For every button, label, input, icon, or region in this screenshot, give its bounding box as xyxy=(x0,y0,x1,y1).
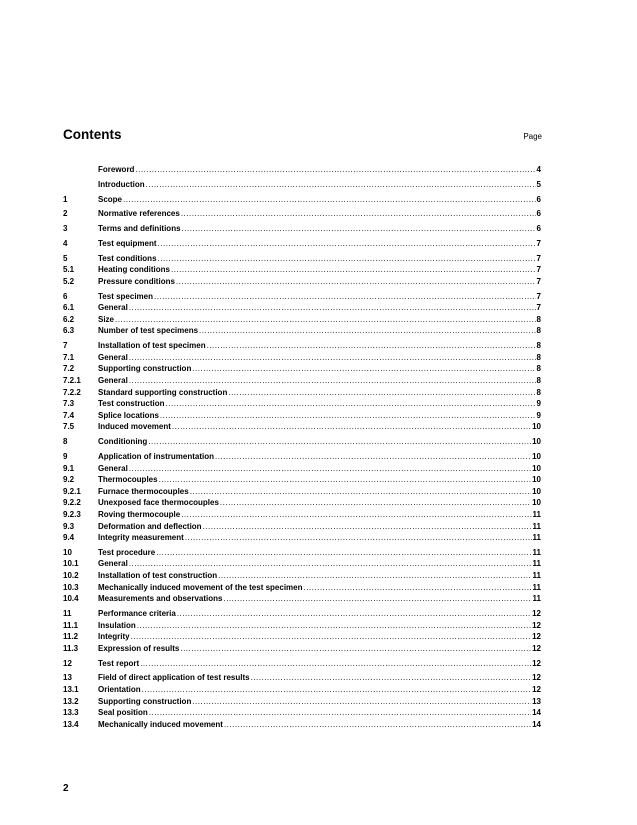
toc-dot-leader xyxy=(180,643,531,655)
toc-entry[interactable] xyxy=(63,451,541,463)
toc-entry[interactable] xyxy=(63,302,541,314)
toc-dot-leader xyxy=(149,707,531,719)
toc-entry-title: Size xyxy=(98,314,115,324)
toc-dot-leader xyxy=(176,276,536,288)
toc-dot-leader xyxy=(159,474,532,486)
toc-entry[interactable] xyxy=(63,547,541,559)
toc-entry-page: 11 xyxy=(532,521,541,531)
toc-entry[interactable] xyxy=(63,352,541,364)
toc-dot-leader xyxy=(182,223,536,235)
toc-entry-number: 6.1 xyxy=(63,303,75,313)
toc-dot-leader xyxy=(131,631,532,643)
toc-entry[interactable] xyxy=(63,719,541,731)
toc-dot-leader xyxy=(154,291,536,303)
toc-entry-title: Measurements and observations xyxy=(98,594,223,604)
toc-entry-title: Test construction xyxy=(98,399,165,409)
toc-entry[interactable] xyxy=(63,387,541,399)
toc-entry-number: 8 xyxy=(63,437,68,447)
toc-entry-number: 13.3 xyxy=(63,708,79,718)
toc-entry[interactable] xyxy=(63,521,541,533)
toc-entry-page: 8 xyxy=(536,387,541,397)
toc-entry-title: Introduction xyxy=(98,179,145,189)
toc-entry-title: Mechanically induced movement xyxy=(98,719,223,729)
toc-entry-number: 7.5 xyxy=(63,422,75,432)
toc-entry-number: 9 xyxy=(63,451,68,461)
toc-entry-number: 10.3 xyxy=(63,582,79,592)
toc-entry-page: 11 xyxy=(532,547,541,557)
toc-entry-number: 9.1 xyxy=(63,463,75,473)
page-title: Contents xyxy=(63,127,122,142)
toc-entry[interactable] xyxy=(63,264,541,276)
toc-entry-number: 11 xyxy=(63,609,72,619)
toc-entry-page: 6 xyxy=(536,194,541,204)
toc-dot-leader xyxy=(190,486,531,498)
toc-dot-leader xyxy=(203,521,532,533)
toc-entry-title: Unexposed face thermocouples xyxy=(98,498,219,508)
toc-entry-page: 12 xyxy=(532,658,541,668)
table-of-contents xyxy=(63,164,541,730)
toc-entry[interactable] xyxy=(63,570,541,582)
toc-entry-page: 10 xyxy=(532,463,541,473)
toc-entry-title: Heating conditions xyxy=(98,265,170,275)
toc-entry[interactable] xyxy=(63,410,541,422)
toc-entry-title: Seal position xyxy=(98,708,148,718)
toc-entry-page: 12 xyxy=(532,673,541,683)
toc-entry[interactable] xyxy=(63,486,541,498)
toc-dot-leader xyxy=(142,684,531,696)
toc-dot-leader xyxy=(181,509,531,521)
toc-entry[interactable] xyxy=(63,509,541,521)
toc-entry-page: 13 xyxy=(532,696,541,706)
toc-entry-title: General xyxy=(98,559,128,569)
toc-entry-page: 10 xyxy=(532,422,541,432)
toc-entry-number: 2 xyxy=(63,209,68,219)
page-column-label: Page xyxy=(523,132,542,141)
toc-entry-title: Test procedure xyxy=(98,547,156,557)
toc-dot-leader xyxy=(207,340,536,352)
toc-entry-number: 1 xyxy=(63,194,68,204)
toc-entry-number: 7 xyxy=(63,341,68,351)
toc-entry-page: 6 xyxy=(536,209,541,219)
toc-entry-title: Foreword xyxy=(98,165,135,174)
toc-entry-number: 10.4 xyxy=(63,594,79,604)
toc-entry[interactable] xyxy=(63,363,541,375)
toc-entry-page: 12 xyxy=(532,632,541,642)
toc-entry-number: 5.1 xyxy=(63,265,75,275)
toc-entry-page: 11 xyxy=(532,559,541,569)
toc-dot-leader xyxy=(177,608,531,620)
toc-entry[interactable] xyxy=(63,208,541,220)
toc-entry-page: 11 xyxy=(532,594,541,604)
toc-entry[interactable] xyxy=(63,620,541,632)
toc-entry-title: Integrity xyxy=(98,632,130,642)
toc-entry-page: 10 xyxy=(532,451,541,461)
toc-dot-leader xyxy=(129,352,536,364)
toc-dot-leader xyxy=(304,582,532,594)
toc-entry-number: 13.2 xyxy=(63,696,79,706)
toc-entry[interactable] xyxy=(63,532,541,544)
toc-dot-leader xyxy=(215,451,531,463)
toc-entry-number: 10.1 xyxy=(63,559,79,569)
toc-entry[interactable] xyxy=(63,658,541,670)
toc-dot-leader xyxy=(129,302,536,314)
toc-entry-title: Insulation xyxy=(98,620,136,630)
toc-entry-title: Thermocouples xyxy=(98,475,158,485)
toc-entry-page: 8 xyxy=(536,376,541,385)
toc-entry-number: 7.1 xyxy=(63,352,75,362)
toc-entry-page: 10 xyxy=(532,486,541,496)
toc-entry-title: General xyxy=(98,463,128,473)
toc-entry[interactable] xyxy=(63,179,541,191)
toc-entry-title: Supporting construction xyxy=(98,696,192,706)
toc-entry-page: 7 xyxy=(536,276,541,286)
toc-entry[interactable] xyxy=(63,558,541,570)
toc-entry[interactable] xyxy=(63,238,541,250)
toc-entry[interactable] xyxy=(63,608,541,620)
toc-entry-title: Roving thermocouple xyxy=(98,509,181,519)
toc-entry-page: 10 xyxy=(532,475,541,485)
toc-entry-title: Pressure conditions xyxy=(98,276,175,286)
toc-entry-number: 7.4 xyxy=(63,410,75,420)
toc-entry-title: Test equipment xyxy=(98,238,157,248)
toc-entry-page: 7 xyxy=(536,303,541,313)
toc-entry-title: Performance criteria xyxy=(98,609,176,619)
toc-entry[interactable] xyxy=(63,497,541,509)
toc-entry-title: Number of test specimens xyxy=(98,326,199,336)
toc-entry-page: 11 xyxy=(532,571,541,581)
toc-entry-title: Mechanically induced movement of the test specimen xyxy=(98,582,303,592)
toc-entry-page: 8 xyxy=(536,341,541,351)
toc-entry-number: 7.2.1 xyxy=(63,376,81,385)
toc-entry-page: 14 xyxy=(532,719,541,729)
toc-dot-leader xyxy=(129,558,532,570)
toc-dot-leader xyxy=(181,208,536,220)
toc-entry-title: Installation of test construction xyxy=(98,571,218,581)
toc-entry-page: 14 xyxy=(532,708,541,718)
toc-entry[interactable] xyxy=(63,643,541,655)
toc-entry-page: 7 xyxy=(536,265,541,275)
toc-entry[interactable] xyxy=(63,672,541,684)
toc-entry[interactable] xyxy=(63,474,541,486)
toc-entry[interactable] xyxy=(63,194,541,206)
toc-entry-page: 8 xyxy=(536,352,541,362)
toc-entry-page: 7 xyxy=(536,291,541,301)
toc-dot-leader xyxy=(185,532,532,544)
toc-entry[interactable] xyxy=(63,291,541,303)
toc-entry-number: 13 xyxy=(63,673,72,683)
toc-entry-title: Conditioning xyxy=(98,437,148,447)
toc-entry-title: Induced movement xyxy=(98,422,171,432)
toc-entry-page: 8 xyxy=(536,364,541,374)
toc-entry-title: Deformation and deflection xyxy=(98,521,202,531)
toc-dot-leader xyxy=(218,570,531,582)
toc-entry-title: Orientation xyxy=(98,684,141,694)
toc-entry-title: Splice locations xyxy=(98,410,159,420)
toc-entry-page: 12 xyxy=(532,609,541,619)
toc-dot-leader xyxy=(146,179,536,191)
toc-entry-number: 12 xyxy=(63,658,72,668)
toc-dot-leader xyxy=(171,264,536,276)
toc-entry-number: 6.3 xyxy=(63,326,75,336)
toc-entry[interactable] xyxy=(63,398,541,410)
toc-dot-leader xyxy=(192,696,531,708)
toc-entry-page: 9 xyxy=(536,410,541,420)
toc-entry[interactable] xyxy=(63,593,541,605)
toc-entry-page: 12 xyxy=(532,684,541,694)
toc-entry[interactable] xyxy=(63,707,541,719)
toc-entry-number: 10.2 xyxy=(63,571,79,581)
toc-entry-number: 4 xyxy=(63,238,68,248)
toc-dot-leader xyxy=(192,363,535,375)
toc-entry-title: Furnace thermocouples xyxy=(98,486,189,496)
toc-entry-title: Application of instrumentation xyxy=(98,451,214,461)
toc-entry-number: 9.4 xyxy=(63,533,75,543)
toc-dot-leader xyxy=(156,547,531,559)
toc-entry-page: 7 xyxy=(536,253,541,263)
toc-entry[interactable] xyxy=(63,684,541,696)
toc-entry[interactable] xyxy=(63,696,541,708)
toc-entry[interactable] xyxy=(63,325,541,337)
toc-entry-title: Supporting construction xyxy=(98,364,192,374)
toc-dot-leader xyxy=(172,421,531,433)
toc-entry-title: General xyxy=(98,376,128,385)
toc-entry-title: Test specimen xyxy=(98,291,153,301)
toc-dot-leader xyxy=(158,253,536,265)
toc-entry-page: 12 xyxy=(532,620,541,630)
toc-dot-leader xyxy=(228,387,535,399)
toc-entry-number: 9.2.2 xyxy=(63,498,81,508)
toc-entry-page: 10 xyxy=(532,437,541,447)
toc-entry-page: 10 xyxy=(532,498,541,508)
toc-dot-leader xyxy=(223,593,531,605)
toc-entry-title: General xyxy=(98,352,128,362)
toc-entry-title: General xyxy=(98,303,128,313)
toc-dot-leader xyxy=(220,497,531,509)
toc-entry[interactable] xyxy=(63,463,541,475)
toc-entry-page: 9 xyxy=(536,399,541,409)
toc-entry-title: Test report xyxy=(98,658,140,668)
toc-entry[interactable] xyxy=(63,253,541,265)
toc-entry-number: 6 xyxy=(63,291,68,301)
toc-entry-page: 4 xyxy=(536,165,541,174)
page-number: 2 xyxy=(63,783,69,794)
toc-dot-leader xyxy=(199,325,536,337)
toc-entry[interactable] xyxy=(63,421,541,433)
toc-dot-leader xyxy=(148,436,531,448)
toc-dot-leader xyxy=(160,410,536,422)
toc-dot-leader xyxy=(140,658,531,670)
toc-entry-title: Test conditions xyxy=(98,253,157,263)
toc-entry-page: 8 xyxy=(536,314,541,324)
toc-entry-number: 11.3 xyxy=(63,643,79,653)
toc-dot-leader xyxy=(158,238,536,250)
toc-entry-title: Standard supporting construction xyxy=(98,387,228,397)
toc-entry-title: Installation of test specimen xyxy=(98,341,206,351)
toc-entry-page: 11 xyxy=(532,533,541,543)
toc-entry-title: Scope xyxy=(98,194,123,204)
toc-entry-page: 11 xyxy=(532,582,541,592)
toc-dot-leader xyxy=(166,398,536,410)
toc-dot-leader xyxy=(129,375,536,387)
toc-entry-title: Normative references xyxy=(98,209,180,219)
toc-dot-leader xyxy=(129,463,531,475)
toc-entry[interactable] xyxy=(63,164,541,176)
toc-entry-number: 11.2 xyxy=(63,632,79,642)
toc-entry-number: 5 xyxy=(63,253,68,263)
toc-entry[interactable] xyxy=(63,436,541,448)
toc-entry-page: 6 xyxy=(536,224,541,234)
toc-entry-number: 13.4 xyxy=(63,719,79,729)
toc-entry-number: 11.1 xyxy=(63,620,79,630)
toc-entry[interactable] xyxy=(63,631,541,643)
toc-entry-title: Field of direct application of test results xyxy=(98,673,250,683)
toc-entry-number: 5.2 xyxy=(63,276,75,286)
toc-entry-title: Integrity measurement xyxy=(98,533,184,543)
toc-dot-leader xyxy=(123,194,536,206)
toc-entry-number: 7.3 xyxy=(63,399,75,409)
toc-entry-number: 7.2.2 xyxy=(63,387,81,397)
toc-entry-page: 12 xyxy=(532,643,541,653)
toc-entry-number: 7.2 xyxy=(63,364,75,374)
toc-entry-number: 9.2.3 xyxy=(63,509,81,519)
toc-entry-number: 6.2 xyxy=(63,314,75,324)
toc-entry-number: 9.2 xyxy=(63,475,75,485)
toc-entry-number: 3 xyxy=(63,224,68,234)
toc-entry-title: Expression of results xyxy=(98,643,180,653)
toc-entry-page: 8 xyxy=(536,326,541,336)
toc-entry-page: 5 xyxy=(536,179,541,189)
toc-entry[interactable] xyxy=(63,340,541,352)
toc-entry[interactable] xyxy=(63,582,541,594)
toc-dot-leader xyxy=(135,164,535,176)
toc-entry-page: 7 xyxy=(536,238,541,248)
toc-entry[interactable] xyxy=(63,375,541,387)
toc-entry-number: 9.2.1 xyxy=(63,486,81,496)
toc-dot-leader xyxy=(224,719,531,731)
toc-entry[interactable] xyxy=(63,223,541,235)
toc-entry-page: 11 xyxy=(532,509,541,519)
toc-entry-number: 10 xyxy=(63,547,72,557)
toc-entry-number: 13.1 xyxy=(63,684,79,694)
toc-entry[interactable] xyxy=(63,314,541,326)
toc-entry-title: Terms and definitions xyxy=(98,224,181,234)
toc-entry-number: 9.3 xyxy=(63,521,75,531)
toc-dot-leader xyxy=(137,620,531,632)
toc-entry[interactable] xyxy=(63,276,541,288)
toc-dot-leader xyxy=(251,672,532,684)
toc-dot-leader xyxy=(115,314,536,326)
